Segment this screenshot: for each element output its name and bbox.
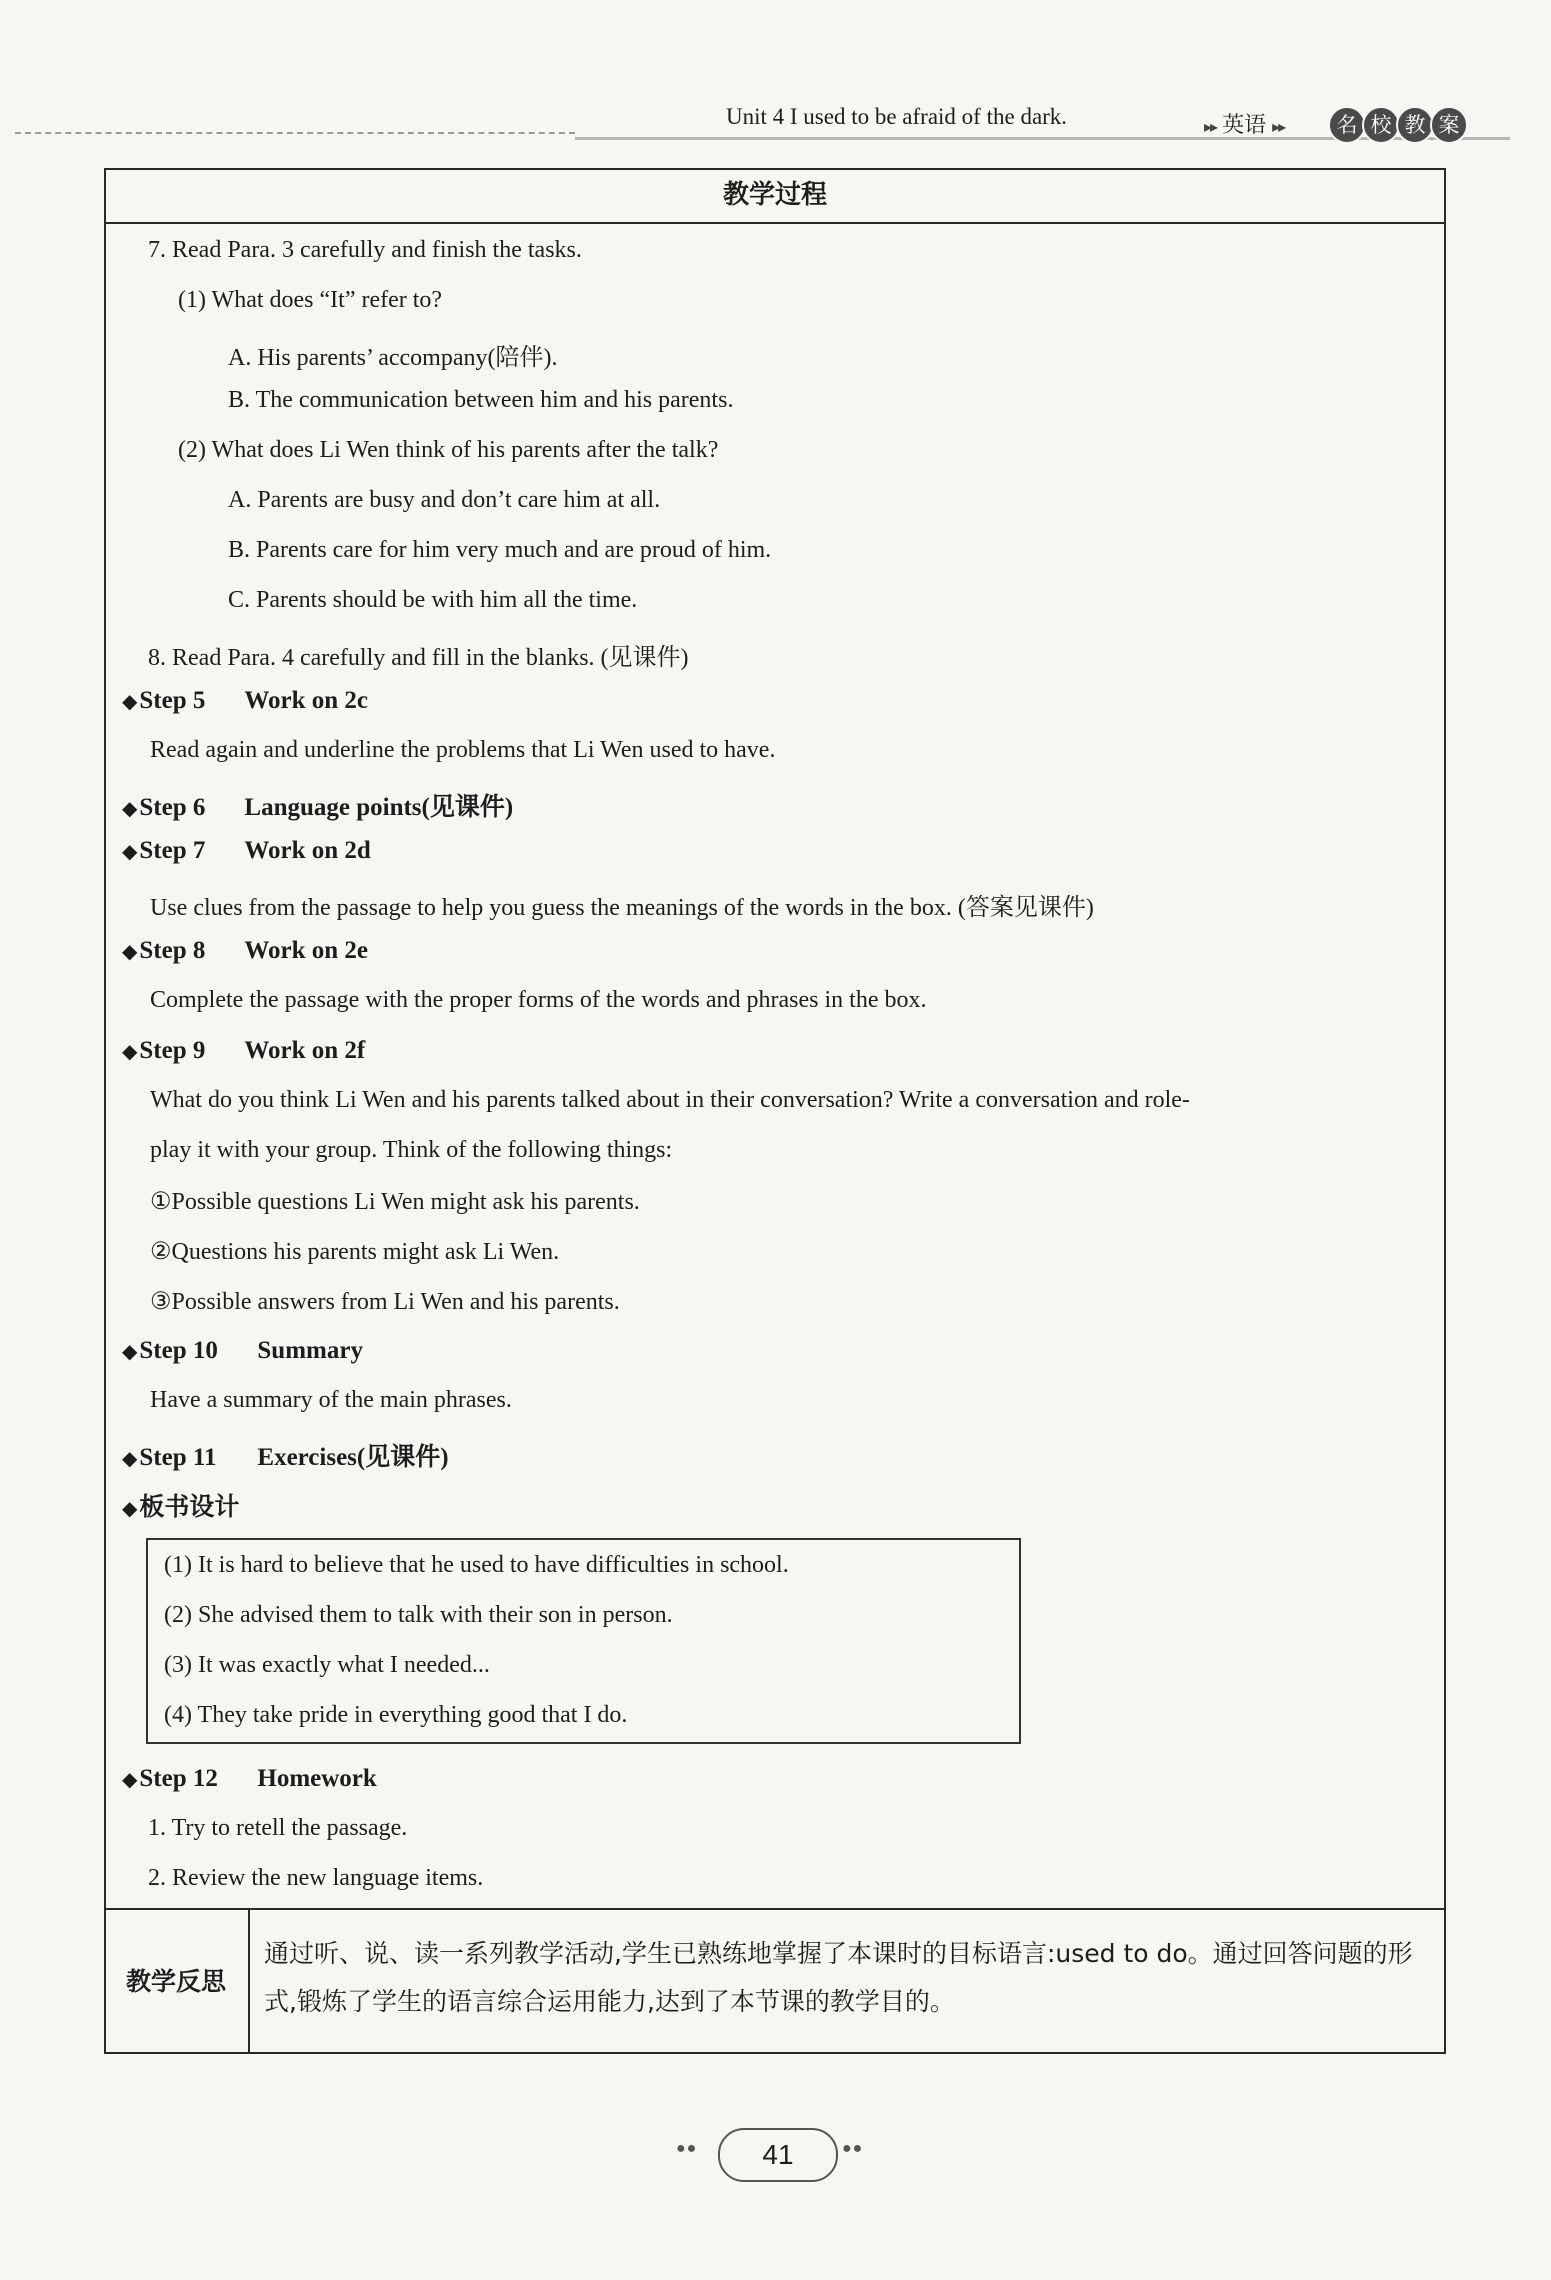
q2-option-b: B. Parents care for him very much and are proud of him. bbox=[228, 537, 772, 563]
step-title: Summary bbox=[257, 1337, 363, 1364]
diamond-bullet-icon: ◆ bbox=[122, 1448, 138, 1470]
step-number: Step 12 bbox=[139, 1765, 218, 1792]
diamond-bullet-icon: ◆ bbox=[122, 1769, 138, 1791]
step-number: Step 8 bbox=[139, 937, 206, 964]
header-unit-title: Unit 4 I used to be afraid of the dark. bbox=[726, 104, 1068, 129]
board-design-box bbox=[146, 1538, 1021, 1744]
series-badge bbox=[1332, 106, 1468, 144]
step-title: Work on 2e bbox=[244, 937, 369, 964]
badge-char: 名 bbox=[1328, 106, 1366, 144]
step-number: Step 7 bbox=[139, 837, 206, 864]
step-7-heading bbox=[122, 837, 371, 865]
board-line-3: (3) It was exactly what I needed... bbox=[164, 1652, 490, 1678]
subject-label: 英语 bbox=[1222, 113, 1267, 138]
step-5-heading bbox=[122, 687, 368, 715]
diamond-bullet-icon: ◆ bbox=[122, 1496, 138, 1520]
q2-option-c: C. Parents should be with him all the time. bbox=[228, 587, 638, 613]
badge-char: 案 bbox=[1430, 106, 1468, 144]
board-line-2: (2) She advised them to talk with their son in person. bbox=[164, 1602, 673, 1628]
step-title: Work on 2c bbox=[244, 687, 369, 714]
question-1: (1) What does “It” refer to? bbox=[178, 287, 443, 313]
step-number: Step 10 bbox=[139, 1337, 218, 1364]
step-title: Work on 2f bbox=[244, 1037, 366, 1064]
header-dashed-rule bbox=[15, 132, 575, 134]
reflection-text: 通过听、说、读一系列教学活动,学生已熟练地掌握了本课时的目标语言:used to do。通过回答问题的形式,锻炼了学生的语言综合运用能力,达到了本节课的教学目的。 bbox=[264, 1939, 1413, 2016]
step-title: Language points(见课件) bbox=[244, 794, 514, 821]
diamond-bullet-icon: ◆ bbox=[122, 798, 138, 820]
task-8: 8. Read Para. 4 carefully and fill in the blanks. (见课件) bbox=[148, 645, 689, 671]
board-line-1: (1) It is hard to believe that he used to have difficulties in school. bbox=[164, 1552, 789, 1578]
diamond-bullet-icon: ◆ bbox=[122, 841, 138, 863]
question-2: (2) What does Li Wen think of his parents after the talk? bbox=[178, 437, 719, 463]
decor-dots-right: ●● bbox=[842, 2140, 864, 2157]
step-9-description-line-1: What do you think Li Wen and his parents talked about in their conversation? Write a conversation and role- bbox=[150, 1087, 1190, 1113]
step-10-heading bbox=[122, 1337, 363, 1365]
q1-option-b: B. The communication between him and his parents. bbox=[228, 387, 734, 413]
badge-char: 教 bbox=[1396, 106, 1434, 144]
teaching-reflection-row bbox=[104, 1908, 1446, 2054]
step-9-heading bbox=[122, 1037, 365, 1065]
step-number: Step 9 bbox=[139, 1037, 206, 1064]
diamond-bullet-icon: ◆ bbox=[122, 1041, 138, 1063]
step-9-item-3: ③Possible answers from Li Wen and his parents. bbox=[150, 1289, 620, 1315]
diamond-bullet-icon: ◆ bbox=[122, 1341, 138, 1363]
decor-dots-left: ●● bbox=[676, 2140, 698, 2157]
section-title: 教学过程 bbox=[104, 168, 1446, 224]
step-title: Exercises(见课件) bbox=[257, 1444, 449, 1471]
page-number: 41 bbox=[718, 2128, 838, 2182]
step-number: Step 5 bbox=[139, 687, 206, 714]
step-8-heading bbox=[122, 937, 368, 965]
badge-char: 校 bbox=[1362, 106, 1400, 144]
homework-item-1: 1. Try to retell the passage. bbox=[148, 1815, 408, 1841]
step-number: Step 6 bbox=[139, 794, 206, 821]
board-design-heading bbox=[122, 1487, 239, 1523]
step-5-description: Read again and underline the problems that Li Wen used to have. bbox=[150, 737, 776, 763]
board-line-4: (4) They take pride in everything good that I do. bbox=[164, 1702, 628, 1728]
header-subject bbox=[1198, 108, 1290, 139]
diamond-bullet-icon: ◆ bbox=[122, 691, 138, 713]
diamond-bullet-icon: ◆ bbox=[122, 941, 138, 963]
q2-option-a: A. Parents are busy and don’t care him at all. bbox=[228, 487, 661, 513]
step-9-description-line-2: play it with your group. Think of the following things: bbox=[150, 1137, 673, 1163]
q1-option-a: A. His parents’ accompany(陪伴). bbox=[228, 345, 558, 371]
double-arrow-icon: ▸▸ bbox=[1272, 117, 1285, 136]
reflection-label: 教学反思 bbox=[104, 1910, 250, 2054]
step-12-heading bbox=[122, 1765, 377, 1793]
board-design-title: 板书设计 bbox=[139, 1492, 240, 1521]
step-7-description: Use clues from the passage to help you guess the meanings of the words in the box. (答案见课件) bbox=[150, 895, 1094, 921]
task-7: 7. Read Para. 3 carefully and finish the tasks. bbox=[148, 237, 582, 263]
step-9-item-2: ②Questions his parents might ask Li Wen. bbox=[150, 1239, 560, 1265]
step-title: Homework bbox=[257, 1765, 377, 1792]
step-10-description: Have a summary of the main phrases. bbox=[150, 1387, 512, 1413]
step-number: Step 11 bbox=[139, 1444, 217, 1471]
step-title: Work on 2d bbox=[244, 837, 371, 864]
homework-item-2: 2. Review the new language items. bbox=[148, 1865, 484, 1891]
double-arrow-icon: ▸▸ bbox=[1204, 117, 1217, 136]
step-9-item-1: ①Possible questions Li Wen might ask his parents. bbox=[150, 1189, 640, 1215]
step-6-heading bbox=[122, 787, 513, 823]
step-8-description: Complete the passage with the proper forms of the words and phrases in the box. bbox=[150, 987, 927, 1013]
step-11-heading bbox=[122, 1437, 449, 1473]
